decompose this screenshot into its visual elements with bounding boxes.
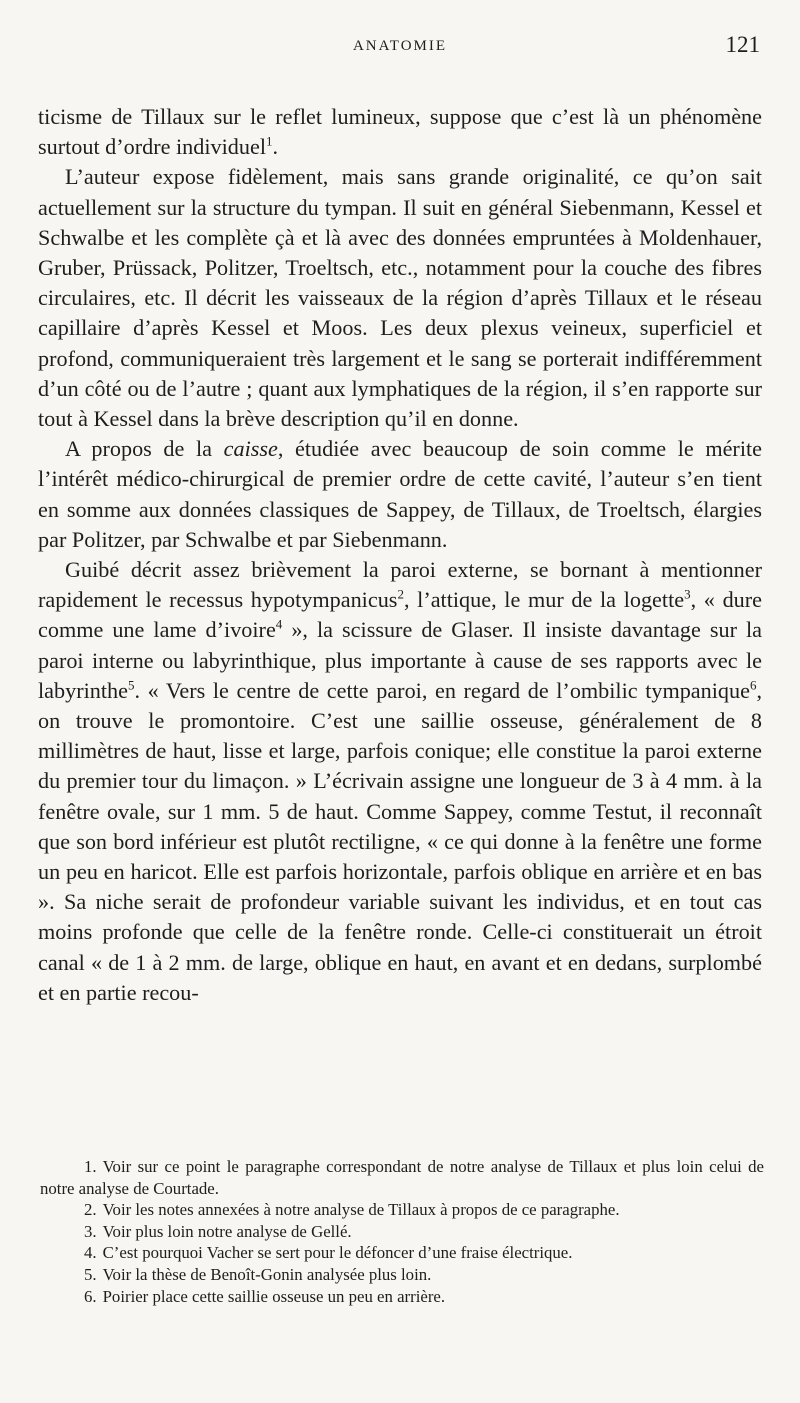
footnote-4 xyxy=(40,1242,764,1264)
footnote-ref-3: 3 xyxy=(684,586,691,602)
footnote-number: 1. xyxy=(84,1157,97,1176)
paragraph-4-part-b: , l’attique, le mur de la logette xyxy=(403,587,685,613)
footnote-text: C’est pourquoi Vacher se sert pour le défoncer d’une fraise électrique. xyxy=(102,1243,573,1263)
paragraph-1-end: . xyxy=(272,134,279,160)
paragraph-4-part-a: Guibé décrit assez brièvement la paroi externe, se bornant à mentionner rapidement le recessus hypotympanicus xyxy=(38,557,762,613)
footnote-ref-4: 4 xyxy=(275,617,283,633)
footnote-3 xyxy=(40,1221,764,1243)
footnote-ref-1: 1 xyxy=(266,133,273,149)
footnote-6 xyxy=(40,1286,764,1308)
footnote-5 xyxy=(40,1264,764,1286)
paragraph-3-start: A propos de la xyxy=(65,436,213,462)
paragraph-4-part-f: , on trouve le promontoire. C’est une saillie osseuse, généralement de 8 millimètres de haut, lisse et large, parfois conique; elle constitue la paroi externe du premier tour du limaçon. » L’écrivain assigne une longueur de 3 à 4 mm. à la fenêtre ovale, sur 1 mm. 5 de haut. Comme Sappey, comme Testut, il reconnaît que son bord inférieur est plutôt rectiligne, « ce qui donne à la fenêtre une forme un peu en haricot. Elle est parfois horizontale, parfois oblique en arrière et en bas ». Sa niche serait de profondeur variable suivant les individus, et en tout cas moins profonde que celle de la fenêtre ronde. Celle-ci constituerait un étroit canal « de 1 à 2 mm. de large, oblique en haut, en avant et en dedans, surplombé et en partie recou- xyxy=(38,677,762,1005)
footnote-text: Voir sur ce point le paragraphe correspondant de notre analyse de Tillaux et plus loin celui de notre analyse de Courtade. xyxy=(40,1157,764,1198)
paragraph-4-part-c: , « dure comme une lame d’ivoire xyxy=(38,587,762,643)
paragraph-1 xyxy=(38,102,762,162)
footnote-1 xyxy=(40,1156,764,1199)
footnote-ref-6: 6 xyxy=(749,677,757,693)
paragraph-1-text: ticisme de Tillaux sur le reflet lumineux, suppose que c’est là un phénomène surtout d’ordre individuel xyxy=(38,104,762,160)
paragraph-3-rest: , étudiée avec beaucoup de soin comme le mérite l’intérêt médico-chirurgical de premier ordre de cette cavité, l’auteur s’en tient en somme aux données classiques de Sappey, de Tillaux, de Troeltsch, élargies par Politzer, par Schwalbe et par Siebenmann. xyxy=(38,436,762,552)
paragraph-2: L’auteur expose fidèlement, mais sans grande originalité, ce qu’on sait actuellement sur la structure du tympan. Il suit en général Siebenmann, Kessel et Schwalbe et les complète çà et là avec des données empruntées à Moldenhauer, Gruber, Prüssack, Politzer, Troeltsch, etc., notamment pour la couche des fibres circulaires, etc. Il décrit les vaisseaux de la région d’après Tillaux et le réseau capillaire d’après Kessel et Moos. Les deux plexus veineux, superficiel et profond, communiqueraient très largement et le sang se porterait indifféremment d’un côté ou de l’autre ; quant aux lymphatiques de la région, il s’en rapporte sur tout à Kessel dans la brève description qu’il en donne. xyxy=(38,164,762,432)
footnote-2 xyxy=(40,1199,764,1221)
footnote-text: Voir les notes annexées à notre analyse de Tillaux à propos de ce paragraphe. xyxy=(102,1200,620,1220)
footnote-number: 4. xyxy=(84,1243,97,1263)
footnote-ref-2: 2 xyxy=(397,586,404,602)
footnotes xyxy=(40,1156,764,1307)
footnote-text: Voir la thèse de Benoît-Gonin analysée plus loin. xyxy=(102,1264,432,1284)
running-title: ANATOMIE xyxy=(352,38,448,54)
paragraph-3-emphasis: caisse xyxy=(223,436,278,462)
paragraph-4-part-e: . « Vers le centre de cette paroi, en regard de l’ombilic tympanique xyxy=(134,677,750,703)
footnote-number: 3. xyxy=(84,1221,97,1241)
running-head xyxy=(38,30,762,64)
paragraph-3 xyxy=(38,434,762,555)
footnote-number: 5. xyxy=(84,1264,97,1284)
footnote-text: Voir plus loin notre analyse de Gellé. xyxy=(102,1221,352,1241)
paragraph-4-part-d: », la scissure de Glaser. Il insiste davantage sur la paroi interne ou labyrinthique, plus importante à cause de ses rapports avec le labyrinthe xyxy=(38,617,762,703)
paragraph-4 xyxy=(38,555,762,1008)
page-number: 121 xyxy=(725,32,760,57)
footnote-text: Poirier place cette saillie osseuse un peu en arrière. xyxy=(102,1286,446,1306)
footnote-number: 2. xyxy=(84,1200,97,1220)
footnote-ref-5: 5 xyxy=(127,677,135,693)
body-text xyxy=(38,102,762,1008)
footnote-number: 6. xyxy=(84,1286,97,1306)
